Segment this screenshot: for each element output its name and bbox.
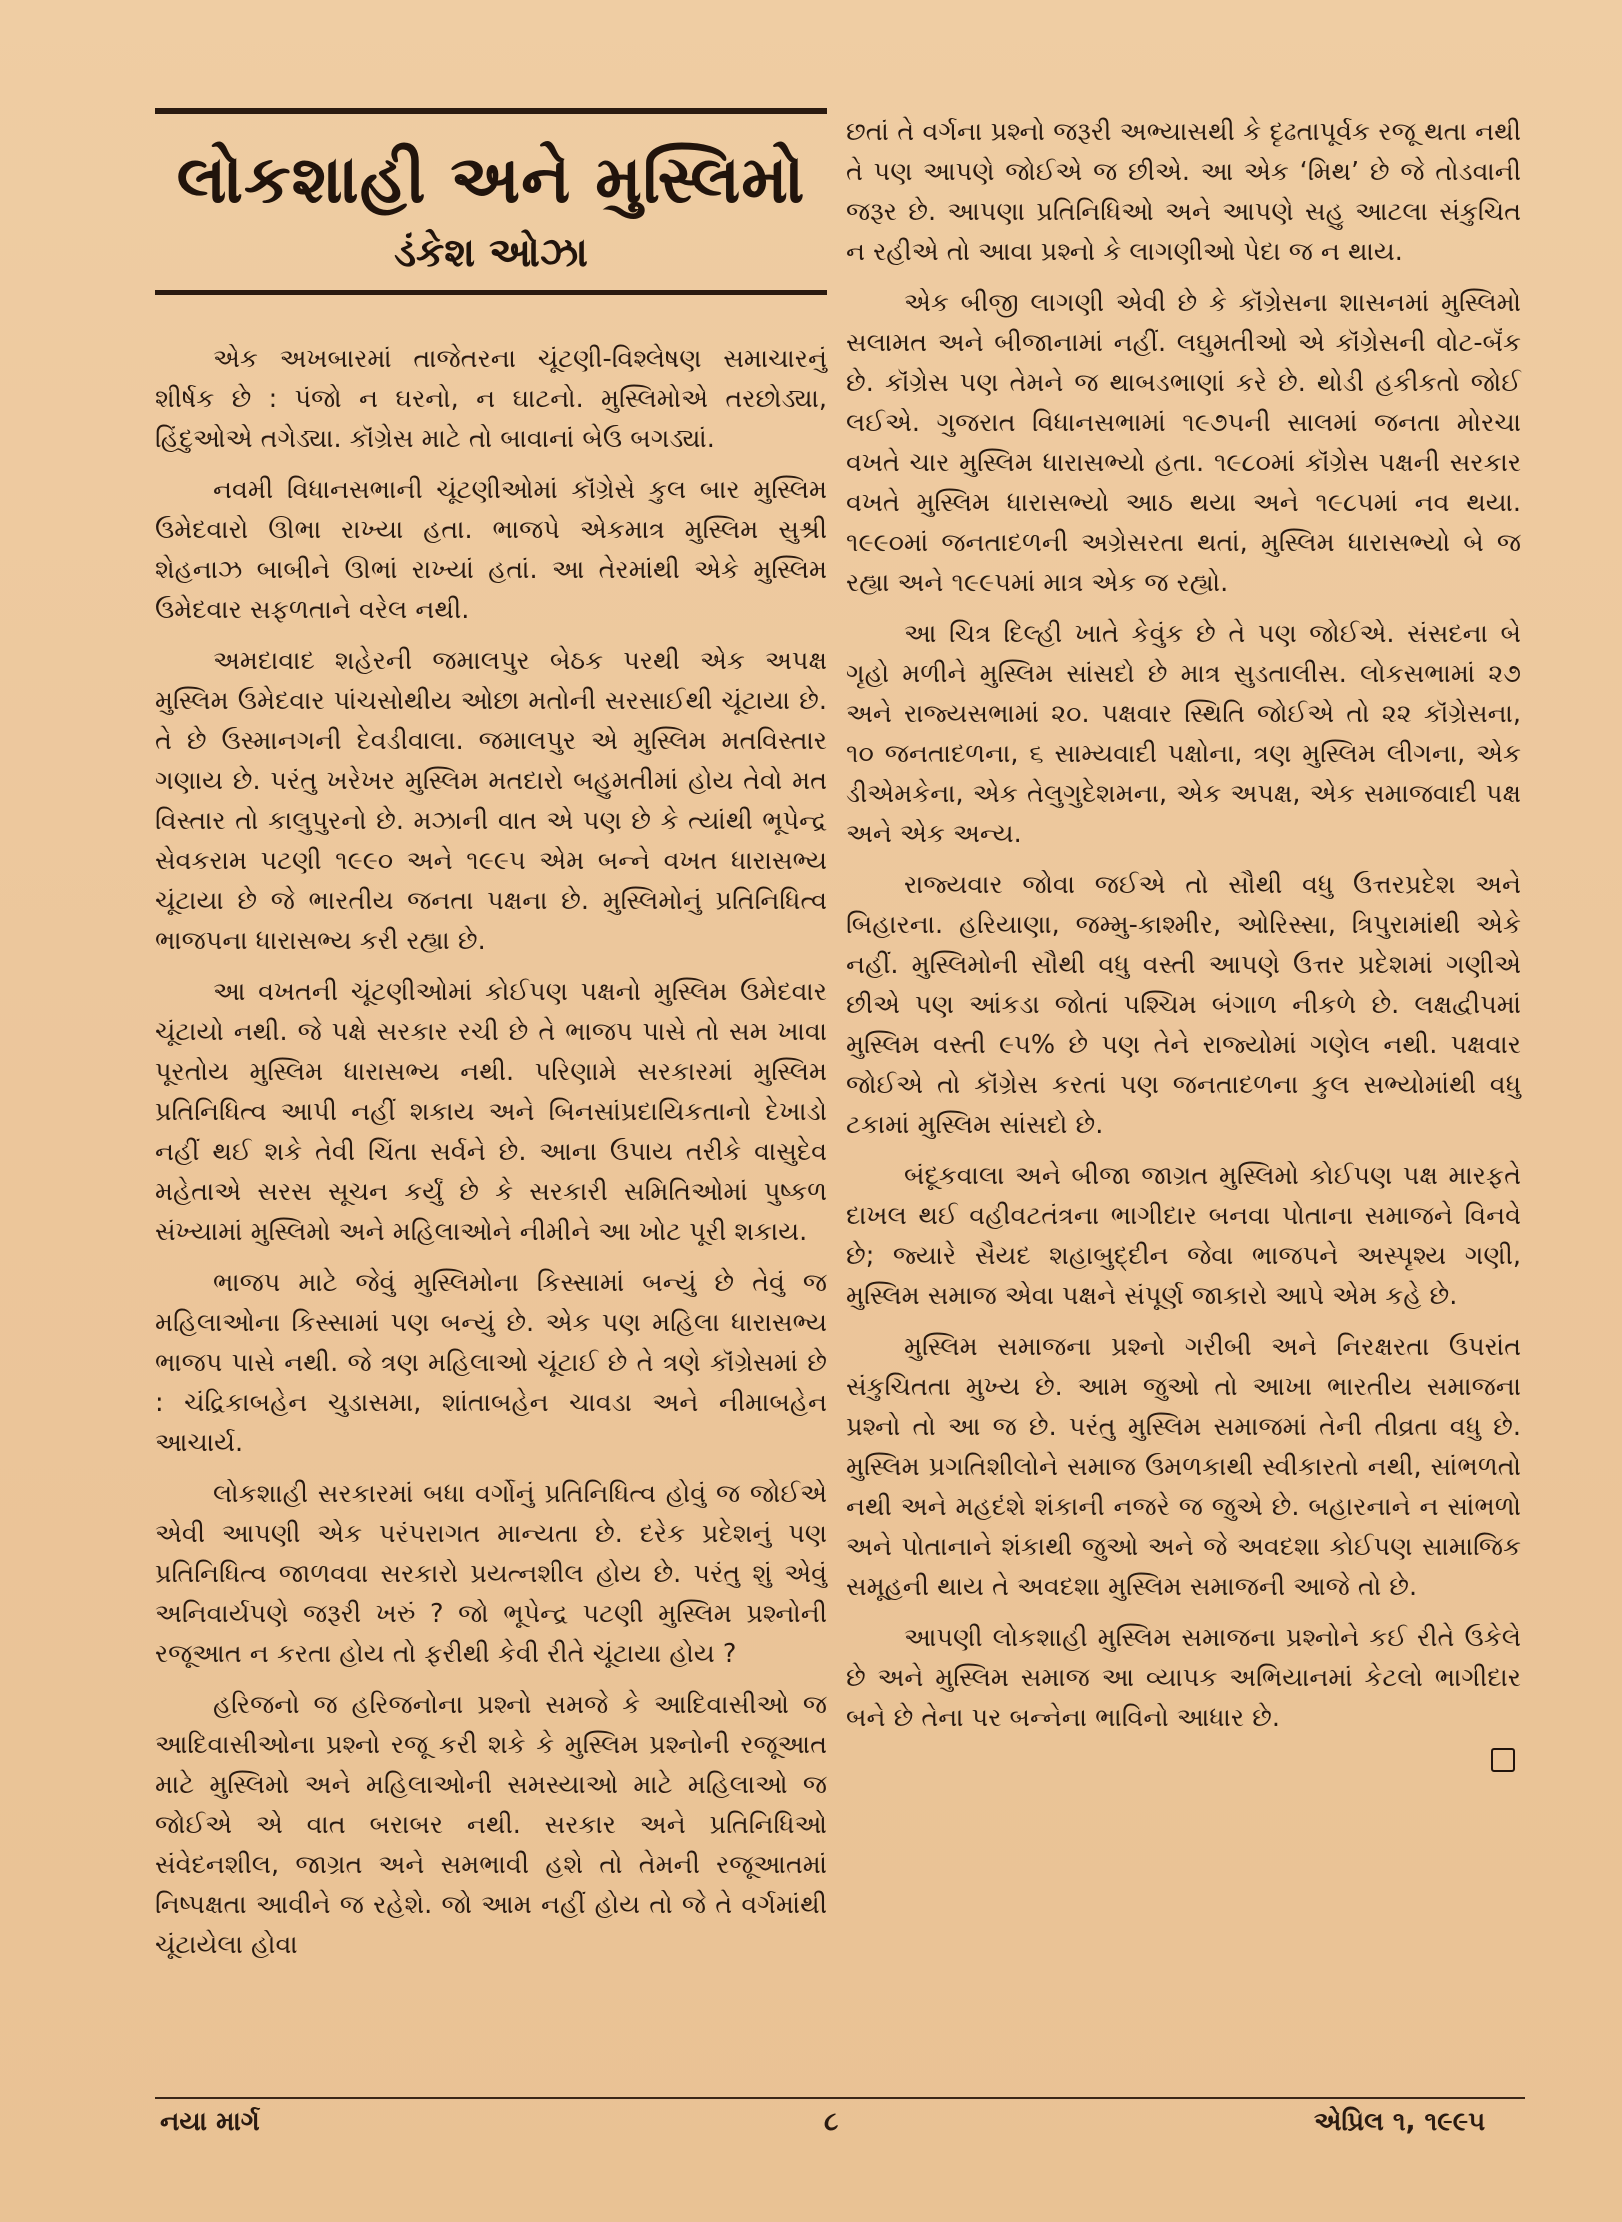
final-paragraph-wrap bbox=[846, 1618, 1521, 1738]
left-column bbox=[155, 108, 827, 1976]
paragraph: એક બીજી લાગણી એવી છે કે કૉંગ્રેસના શાસનમાં મુસ્લિમો સલામત અને બીજાનામાં નહીં. લઘુમતીઓ એ કૉંગ્રેસની વોટ-બૅંક છે. કૉંગ્રેસ પણ તેમને જ થાબડભાણાં કરે છે. થોડી હકીકતો જોઈ લઈએ. ગુજરાત વિધાનસભામાં ૧૯૭૫ની સાલમાં જનતા મોરચા વખતે ચાર મુસ્લિમ ધારાસભ્યો હતા. ૧૯૮૦માં કૉંગ્રેસ પક્ષની સરકાર વખતે મુસ્લિમ ધારાસભ્યો આઠ થયા અને ૧૯૮૫માં નવ થયા. ૧૯૯૦માં જનતાદળની અગ્રેસરતા થતાં, મુસ્લિમ ધારાસભ્યો બે જ રહ્યા અને ૧૯૯૫માં માત્ર એક જ રહ્યો. bbox=[846, 288, 1521, 598]
publication-name: નયા માર્ગ bbox=[160, 2107, 260, 2137]
paragraph: લોકશાહી સરકારમાં બધા વર્ગોનું પ્રતિનિધિત્વ હોવું જ જોઈએ એવી આપણી એક પરંપરાગત માન્યતા છે. દરેક પ્રદેશનું પણ પ્રતિનિધિત્વ જાળવવા સરકારો પ્રયત્નશીલ હોય છે. પરંતુ શું એવું અનિવાર્યપણે જરૂરી ખરું ? જો ભૂપેન્દ્ર પટણી મુસ્લિમ પ્રશ્નોની રજૂઆત ન કરતા હોય તો ફરીથી કેવી રીતે ચૂંટાયા હોય ? bbox=[155, 1479, 827, 1669]
paragraph: અમદાવાદ શહેરની જમાલપુર બેઠક પરથી એક અપક્ષ મુસ્લિમ ઉમેદવાર પાંચસોથીય ઓછા મતોની સરસાઈથી ચૂંટાયા છે. તે છે ઉસ્માનગની દેવડીવાલા. જમાલપુર એ મુસ્લિમ મતવિસ્તાર ગણાય છે. પરંતુ ખરેખર મુસ્લિમ મતદારો બહુમતીમાં હોય તેવો મત વિસ્તાર તો કાલુપુરનો છે. મઝાની વાત એ પણ છે કે ત્યાંથી ભૂપેન્દ્ર સેવકરામ પટણી ૧૯૯૦ અને ૧૯૯૫ એમ બન્ને વખત ધારાસભ્ય ચૂંટાયા છે જે ભારતીય જનતા પક્ષના છે. મુસ્લિમોનું પ્રતિનિધિત્વ ભાજપના ધારાસભ્ય કરી રહ્યા છે. bbox=[155, 646, 827, 956]
footer-rule bbox=[155, 2097, 1525, 2099]
paragraph: એક અખબારમાં તાજેતરના ચૂંટણી-વિશ્લેષણ સમાચારનું શીર્ષક છે : પંજો ન ઘરનો, ન ઘાટનો. મુસ્લિમોએ તરછોડ્યા, હિંદુઓએ તગેડ્યા. કૉંગ્રેસ માટે તો બાવાનાં બેઉ બગડ્યાં. bbox=[155, 344, 827, 454]
title-top-rule bbox=[155, 108, 827, 114]
page-number: ૮ bbox=[824, 2107, 839, 2137]
paragraph: બંદૂકવાલા અને બીજા જાગ્રત મુસ્લિમો કોઈપણ પક્ષ મારફતે દાખલ થઈ વહીવટતંત્રના ભાગીદાર બનવા પોતાના સમાજને વિનવે છે; જ્યારે સૈયદ શહાબુદ્દીન જેવા ભાજપને અસ્પૃશ્ય ગણી, મુસ્લિમ સમાજ એવા પક્ષને સંપૂર્ણ જાકારો આપે એમ કહે છે. bbox=[846, 1161, 1521, 1311]
article-title: લોકશાહી અને મુસ્લિમો bbox=[176, 141, 806, 218]
paragraph: ભાજપ માટે જેવું મુસ્લિમોના કિસ્સામાં બન્યું છે તેવું જ મહિલાઓના કિસ્સામાં પણ બન્યું છે. એક પણ મહિલા ધારાસભ્ય ભાજપ પાસે નથી. જે ત્રણ મહિલાઓ ચૂંટાઈ છે તે ત્રણે કૉંગ્રેસમાં છે : ચંદ્રિકાબહેન ચુડાસમા, શાંતાબહેન ચાવડા અને નીમાબહેન આચાર્ય. bbox=[155, 1268, 827, 1458]
paragraph: આપણી લોકશાહી મુસ્લિમ સમાજના પ્રશ્નોને કઈ રીતે ઉકેલે છે અને મુસ્લિમ સમાજ આ વ્યાપક અભિયાનમાં કેટલો ભાગીદાર બને છે તેના પર બન્નેના ભાવિનો આધાર છે. bbox=[846, 1623, 1521, 1733]
paragraph: મુસ્લિમ સમાજના પ્રશ્નો ગરીબી અને નિરક્ષરતા ઉપરાંત સંકુચિતતા મુખ્ય છે. આમ જુઓ તો આખા ભારતીય સમાજના પ્રશ્નો તો આ જ છે. પરંતુ મુસ્લિમ સમાજમાં તેની તીવ્રતા વધુ છે. મુસ્લિમ પ્રગતિશીલોને સમાજ ઉમળકાથી સ્વીકારતો નથી, સાંભળતો નથી અને મહદંશે શંકાની નજરે જ જુએ છે. બહારનાને ન સાંભળો અને પોતાનાને શંકાથી જુઓ અને જે અવદશા કોઈપણ સામાજિક સમૂહની થાય તે અવદશા મુસ્લિમ સમાજની આજે તો છે. bbox=[846, 1332, 1521, 1602]
paragraph-continued: છતાં તે વર્ગના પ્રશ્નો જરૂરી અભ્યાસથી કે દૃઢતાપૂર્વક રજૂ થતા નથી તે પણ આપણે જોઈએ જ છીએ. આ એક ‘મિથ’ છે જે તોડવાની જરૂર છે. આપણા પ્રતિનિધિઓ અને આપણે સહુ આટલા સંકુચિત ન રહીએ તો આવા પ્રશ્નો કે લાગણીઓ પેદા જ ન થાય. bbox=[846, 117, 1521, 267]
right-column bbox=[846, 112, 1521, 1772]
end-mark-icon bbox=[1491, 1748, 1515, 1772]
paragraph: આ ચિત્ર દિલ્હી ખાતે કેવુંક છે તે પણ જોઈએ. સંસદના બે ગૃહો મળીને મુસ્લિમ સાંસદો છે માત્ર સુડતાલીસ. લોકસભામાં ૨૭ અને રાજ્યસભામાં ૨૦. પક્ષવાર સ્થિતિ જોઈએ તો ૨૨ કૉંગ્રેસના, ૧૦ જનતાદળના, ૬ સામ્યવાદી પક્ષોના, ત્રણ મુસ્લિમ લીગના, એક ડીએમકેના, એક તેલુગુદેશમના, એક અપક્ષ, એક સમાજવાદી પક્ષ અને એક અન્ય. bbox=[846, 619, 1521, 849]
paragraph: આ વખતની ચૂંટણીઓમાં કોઈપણ પક્ષનો મુસ્લિમ ઉમેદવાર ચૂંટાયો નથી. જે પક્ષે સરકાર રચી છે તે ભાજપ પાસે તો સમ ખાવા પૂરતોય મુસ્લિમ ધારાસભ્ય નથી. પરિણામે સરકારમાં મુસ્લિમ પ્રતિનિધિત્વ આપી નહીં શકાય અને બિનસાંપ્રદાયિકતાનો દેખાડો નહીં થઈ શકે તેવી ચિંતા સર્વને છે. આના ઉપાય તરીકે વાસુદેવ મહેતાએ સરસ સૂચન કર્યું છે કે સરકારી સમિતિઓમાં પુષ્કળ સંખ્યામાં મુસ્લિમો અને મહિલાઓને નીમીને આ ખોટ પૂરી શકાય. bbox=[155, 977, 827, 1247]
paragraph: હરિજનો જ હરિજનોના પ્રશ્નો સમજે કે આદિવાસીઓ જ આદિવાસીઓના પ્રશ્નો રજૂ કરી શકે કે મુસ્લિમ પ્રશ્નોની રજૂઆત માટે મુસ્લિમો અને મહિલાઓની સમસ્યાઓ માટે મહિલાઓ જ જોઈએ એ વાત બરાબર નથી. સરકાર અને પ્રતિનિધિઓ સંવેદનશીલ, જાગ્રત અને સમભાવી હશે તો તેમની રજૂઆતમાં નિષ્પક્ષતા આવીને જ રહેશે. જો આમ નહીં હોય તો જે તે વર્ગમાંથી ચૂંટાયેલા હોવા bbox=[155, 1690, 827, 1960]
paragraph: નવમી વિધાનસભાની ચૂંટણીઓમાં કૉંગ્રેસે કુલ બાર મુસ્લિમ ઉમેદવારો ઊભા રાખ્યા હતા. ભાજપે એકમાત્ર મુસ્લિમ સુશ્રી શેહનાઝ બાબીને ઊભાં રાખ્યાં હતાં. આ તેરમાંથી એકે મુસ્લિમ ઉમેદવાર સફળતાને વરેલ નથી. bbox=[155, 475, 827, 625]
issue-date: એપ્રિલ ૧, ૧૯૯૫ bbox=[1314, 2107, 1486, 2137]
paragraph: રાજ્યવાર જોવા જઈએ તો સૌથી વધુ ઉત્તરપ્રદેશ અને બિહારના. હરિયાણા, જમ્મુ-કાશ્મીર, ઓરિસ્સા, ત્રિપુરામાંથી એકે નહીં. મુસ્લિમોની સૌથી વધુ વસ્તી આપણે ઉત્તર પ્રદેશમાં ગણીએ છીએ પણ આંકડા જોતાં પશ્ચિમ બંગાળ નીકળે છે. લક્ષદ્વીપમાં મુસ્લિમ વસ્તી ૯૫% છે પણ તેને રાજ્યોમાં ગણેલ નથી. પક્ષવાર જોઈએ તો કૉંગ્રેસ કરતાં પણ જનતાદળના કુલ સભ્યોમાંથી વધુ ટકામાં મુસ્લિમ સાંસદો છે. bbox=[846, 870, 1521, 1140]
article-author: ડંકેશ ઓઝા bbox=[394, 230, 588, 276]
